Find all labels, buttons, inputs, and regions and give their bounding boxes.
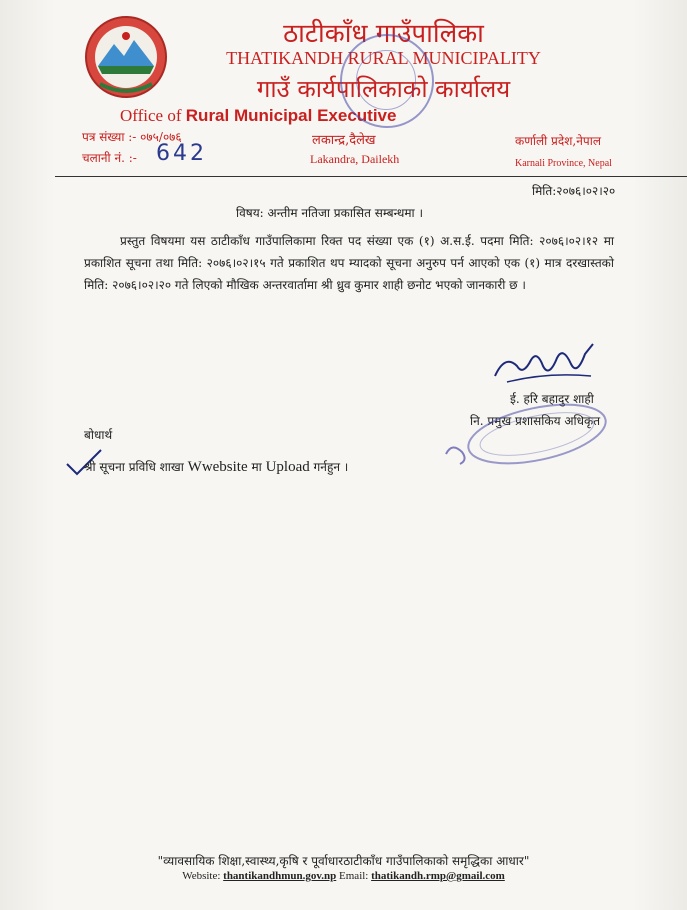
- office-seal-inner: [356, 50, 416, 110]
- header-divider: [55, 176, 687, 177]
- officer-stamp-icon: [442, 402, 612, 472]
- footer-motto: "व्यावसायिक शिक्षा,स्वास्थ्य,कृषि र पूर्वाधारठाटीकाँध गाउँपालिकाको समृद्धिका आधार": [157, 854, 530, 868]
- cc-np3: गर्नहुन ।: [309, 460, 349, 474]
- footer-contact: [0, 870, 687, 882]
- office-bold: Rural Municipal Executive: [185, 106, 397, 125]
- location-en: Lakandra, Dailekh: [310, 152, 400, 166]
- cc-en: Wwebsite: [187, 459, 248, 475]
- office-seal: [340, 34, 434, 128]
- office-prefix: Office of: [120, 106, 186, 125]
- municipality-name-en: THATIKANDH RURAL MUNICIPALITY: [226, 48, 541, 68]
- patra-sankhya: पत्र संख्या :- ०७५/०७६: [82, 130, 182, 144]
- province-en: Karnali Province, Nepal: [515, 158, 612, 169]
- cc-np2: मा: [247, 460, 266, 474]
- chalani-label: चलानी नं. :-: [82, 151, 137, 165]
- signatory-name: ई. हरि बहादुर शाही: [510, 392, 594, 406]
- letter-body: प्रस्तुत विषयमा यस ठाटीकाँध गाउँपालिकामा रिक्त पद संख्या एक (१) अ.स.ई. पदमा मिति: २०७६।०२।१२ मा प्रकाशित सूचना तथा मिति: २०७६।०२।१५ गते प्रकाशित थप म्यादको सूचना अनुरुप पर्न आएको एक (१) मात्र दरखास्तको मिति: २०७६।०२।२० गते लिएको मौखिक अन्तरवार्तामा श्री ध्रुव कुमार शाही छनोट भएको जानकारी छ ।: [84, 234, 614, 292]
- cc-en2: Upload: [265, 459, 310, 475]
- letter-date: मिति:२०७६।०२।२०: [532, 184, 616, 198]
- cc-np: श्री सूचना प्रविधि शाखा: [84, 460, 188, 474]
- bodartha-label: बोधार्थ: [84, 428, 113, 442]
- province-np: कर्णाली प्रदेश,नेपाल: [515, 134, 601, 148]
- signatory-title: नि. प्रमुख प्रशासकिय अधिकृत: [470, 414, 601, 428]
- signature-icon: [487, 336, 602, 396]
- website-label: Website:: [182, 870, 224, 882]
- municipality-name-np: ठाटीकाँध गाउँपालिका: [283, 19, 484, 49]
- website-link[interactable]: thantikandhmun.gov.np: [223, 870, 337, 882]
- location-np: लकान्द्र,दैलेख: [312, 133, 376, 148]
- chalani-number: 642: [156, 141, 207, 166]
- email-label: Email:: [336, 870, 372, 882]
- letter-subject: विषय: अन्तीम नतिजा प्रकासित सम्बन्धमा ।: [236, 206, 424, 220]
- office-name-np: गाउँ कार्यपालिकाको कार्यालय: [256, 75, 511, 103]
- cc-line: [84, 458, 348, 476]
- office-name-en: [120, 106, 507, 126]
- email-link[interactable]: thatikandh.rmp@gmail.com: [371, 870, 505, 882]
